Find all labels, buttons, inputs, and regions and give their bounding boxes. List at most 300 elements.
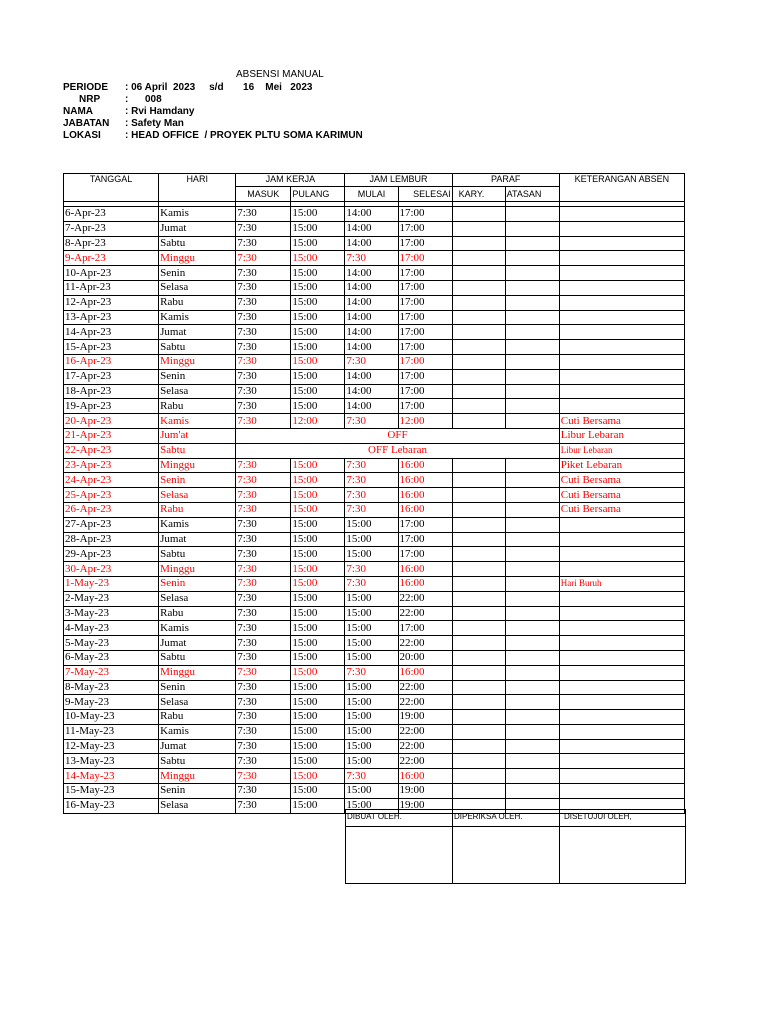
cell-mulai: 15:00 xyxy=(345,680,398,695)
cell-keterangan xyxy=(559,517,684,532)
cell-hari: Sabtu xyxy=(159,340,236,355)
cell-off: OFF Lebaran xyxy=(236,443,560,458)
cell-selesai: 16:00 xyxy=(398,458,452,473)
cell-keterangan xyxy=(559,310,684,325)
cell-hari: Senin xyxy=(159,369,236,384)
cell-pulang: 15:00 xyxy=(291,325,345,340)
cell-atasan xyxy=(505,680,559,695)
cell-kary xyxy=(452,784,505,799)
cell-keterangan xyxy=(559,532,684,547)
cell-mulai: 15:00 xyxy=(345,621,398,636)
cell-pulang: 15:00 xyxy=(291,769,345,784)
table-row xyxy=(64,295,685,310)
table-row xyxy=(64,754,685,769)
cell-selesai: 17:00 xyxy=(398,310,452,325)
cell-pulang: 15:00 xyxy=(291,369,345,384)
cell-kary xyxy=(452,251,505,266)
table-row xyxy=(64,680,685,695)
table-row xyxy=(64,310,685,325)
cell-masuk: 7:30 xyxy=(236,384,291,399)
diperiksa-signature-box xyxy=(453,827,560,884)
cell-keterangan: Cuti Bersama xyxy=(559,502,684,517)
table-row xyxy=(64,384,685,399)
cell-keterangan: Cuti Bersama xyxy=(559,488,684,503)
cell-hari: Selasa xyxy=(159,488,236,503)
cell-tanggal: 27-Apr-23 xyxy=(64,517,159,532)
cell-selesai: 17:00 xyxy=(398,207,452,222)
cell-selesai: 17:00 xyxy=(398,251,452,266)
cell-selesai: 17:00 xyxy=(398,369,452,384)
cell-atasan xyxy=(505,295,559,310)
cell-hari: Senin xyxy=(159,473,236,488)
cell-pulang: 15:00 xyxy=(291,695,345,710)
cell-mulai: 15:00 xyxy=(345,754,398,769)
cell-masuk: 7:30 xyxy=(236,414,291,429)
cell-kary xyxy=(452,310,505,325)
cell-keterangan xyxy=(559,695,684,710)
table-row xyxy=(64,739,685,754)
cell-kary xyxy=(452,710,505,725)
cell-kary xyxy=(452,488,505,503)
cell-hari: Rabu xyxy=(159,295,236,310)
cell-atasan xyxy=(505,488,559,503)
cell-mulai: 15:00 xyxy=(345,636,398,651)
cell-tanggal: 30-Apr-23 xyxy=(64,562,159,577)
cell-tanggal: 9-Apr-23 xyxy=(64,251,159,266)
cell-tanggal: 3-May-23 xyxy=(64,606,159,621)
cell-tanggal: 5-May-23 xyxy=(64,636,159,651)
cell-kary xyxy=(452,650,505,665)
cell-hari: Senin xyxy=(159,680,236,695)
cell-atasan xyxy=(505,636,559,651)
cell-tanggal: 15-Apr-23 xyxy=(64,340,159,355)
cell-pulang: 15:00 xyxy=(291,532,345,547)
table-row xyxy=(64,443,685,458)
cell-selesai: 19:00 xyxy=(398,798,452,813)
cell-mulai: 7:30 xyxy=(345,473,398,488)
cell-atasan xyxy=(505,502,559,517)
cell-pulang: 15:00 xyxy=(291,458,345,473)
col-pulang: PULANG xyxy=(291,187,345,202)
table-row xyxy=(64,221,685,236)
cell-atasan xyxy=(505,458,559,473)
cell-keterangan xyxy=(559,591,684,606)
nrp-label: NRP xyxy=(79,94,101,105)
cell-keterangan xyxy=(559,384,684,399)
cell-mulai: 14:00 xyxy=(345,207,398,222)
cell-masuk: 7:30 xyxy=(236,754,291,769)
nama-value: : Rvi Hamdany xyxy=(125,106,195,117)
cell-keterangan xyxy=(559,784,684,799)
cell-keterangan xyxy=(559,606,684,621)
cell-atasan xyxy=(505,710,559,725)
cell-hari: Rabu xyxy=(159,710,236,725)
cell-atasan xyxy=(505,754,559,769)
cell-atasan xyxy=(505,739,559,754)
cell-kary xyxy=(452,562,505,577)
cell-selesai: 17:00 xyxy=(398,399,452,414)
dibuat-oleh-label: DIBUAT OLEH. xyxy=(346,810,453,827)
cell-tanggal: 1-May-23 xyxy=(64,576,159,591)
cell-masuk: 7:30 xyxy=(236,798,291,813)
cell-masuk: 7:30 xyxy=(236,207,291,222)
cell-pulang: 15:00 xyxy=(291,399,345,414)
cell-kary xyxy=(452,354,505,369)
cell-masuk: 7:30 xyxy=(236,636,291,651)
periode-label: PERIODE xyxy=(63,82,109,93)
cell-masuk: 7:30 xyxy=(236,266,291,281)
col-jam-kerja: JAM KERJA xyxy=(236,174,345,187)
cell-masuk: 7:30 xyxy=(236,325,291,340)
table-row xyxy=(64,650,685,665)
cell-mulai: 7:30 xyxy=(345,665,398,680)
cell-selesai: 17:00 xyxy=(398,266,452,281)
cell-keterangan xyxy=(559,369,684,384)
cell-mulai: 7:30 xyxy=(345,576,398,591)
cell-keterangan: Piket Lebaran xyxy=(559,458,684,473)
cell-pulang: 15:00 xyxy=(291,473,345,488)
table-row xyxy=(64,695,685,710)
table-row xyxy=(64,576,685,591)
cell-keterangan: Hari Buruh xyxy=(559,576,684,591)
cell-mulai: 7:30 xyxy=(345,562,398,577)
cell-kary xyxy=(452,547,505,562)
table-row xyxy=(64,414,685,429)
cell-kary xyxy=(452,236,505,251)
jabatan-line xyxy=(63,118,184,130)
cell-kary xyxy=(452,502,505,517)
cell-hari: Kamis xyxy=(159,310,236,325)
cell-tanggal: 24-Apr-23 xyxy=(64,473,159,488)
table-row xyxy=(64,488,685,503)
cell-tanggal: 13-May-23 xyxy=(64,754,159,769)
cell-atasan xyxy=(505,354,559,369)
cell-tanggal: 8-Apr-23 xyxy=(64,236,159,251)
cell-atasan xyxy=(505,399,559,414)
col-paraf: PARAF xyxy=(452,174,559,187)
nama-label: NAMA xyxy=(63,106,93,117)
cell-masuk: 7:30 xyxy=(236,576,291,591)
cell-hari: Selasa xyxy=(159,591,236,606)
cell-atasan xyxy=(505,606,559,621)
cell-mulai: 14:00 xyxy=(345,221,398,236)
cell-selesai: 16:00 xyxy=(398,576,452,591)
cell-pulang: 15:00 xyxy=(291,221,345,236)
table-row xyxy=(64,428,685,443)
attendance-rows xyxy=(64,207,685,814)
cell-kary xyxy=(452,724,505,739)
cell-pulang: 15:00 xyxy=(291,710,345,725)
col-selesai: SELESAI xyxy=(398,187,452,202)
cell-tanggal: 6-May-23 xyxy=(64,650,159,665)
cell-keterangan xyxy=(559,636,684,651)
cell-keterangan xyxy=(559,295,684,310)
cell-selesai: 17:00 xyxy=(398,384,452,399)
cell-keterangan xyxy=(559,769,684,784)
cell-pulang: 15:00 xyxy=(291,310,345,325)
cell-kary xyxy=(452,221,505,236)
cell-selesai: 17:00 xyxy=(398,532,452,547)
cell-tanggal: 14-May-23 xyxy=(64,769,159,784)
table-row xyxy=(64,769,685,784)
cell-masuk: 7:30 xyxy=(236,784,291,799)
cell-mulai: 7:30 xyxy=(345,458,398,473)
cell-tanggal: 12-May-23 xyxy=(64,739,159,754)
cell-mulai: 7:30 xyxy=(345,251,398,266)
cell-kary xyxy=(452,695,505,710)
table-row xyxy=(64,399,685,414)
cell-kary xyxy=(452,576,505,591)
cell-mulai: 7:30 xyxy=(345,488,398,503)
cell-mulai: 14:00 xyxy=(345,384,398,399)
cell-pulang: 15:00 xyxy=(291,517,345,532)
cell-kary xyxy=(452,680,505,695)
cell-mulai: 14:00 xyxy=(345,325,398,340)
cell-mulai: 14:00 xyxy=(345,236,398,251)
cell-pulang: 15:00 xyxy=(291,798,345,813)
cell-mulai: 14:00 xyxy=(345,369,398,384)
cell-selesai: 16:00 xyxy=(398,769,452,784)
cell-atasan xyxy=(505,784,559,799)
cell-atasan xyxy=(505,340,559,355)
table-row xyxy=(64,591,685,606)
cell-hari: Jumat xyxy=(159,739,236,754)
cell-tanggal: 8-May-23 xyxy=(64,680,159,695)
cell-hari: Jumat xyxy=(159,325,236,340)
cell-tanggal: 4-May-23 xyxy=(64,621,159,636)
cell-hari: Jum'at xyxy=(159,428,236,443)
table-row xyxy=(64,665,685,680)
cell-hari: Minggu xyxy=(159,665,236,680)
cell-selesai: 16:00 xyxy=(398,488,452,503)
cell-selesai: 17:00 xyxy=(398,340,452,355)
cell-masuk: 7:30 xyxy=(236,473,291,488)
cell-keterangan xyxy=(559,739,684,754)
cell-selesai: 22:00 xyxy=(398,636,452,651)
cell-atasan xyxy=(505,369,559,384)
cell-atasan xyxy=(505,621,559,636)
document-title: ABSENSI MANUAL xyxy=(236,69,324,80)
lokasi-value: : HEAD OFFICE / PROYEK PLTU SOMA KARIMUN xyxy=(125,130,363,141)
cell-mulai: 15:00 xyxy=(345,798,398,813)
cell-hari: Sabtu xyxy=(159,650,236,665)
signature-table xyxy=(345,809,686,884)
cell-masuk: 7:30 xyxy=(236,562,291,577)
cell-hari: Selasa xyxy=(159,384,236,399)
cell-pulang: 15:00 xyxy=(291,295,345,310)
cell-atasan xyxy=(505,576,559,591)
cell-kary xyxy=(452,266,505,281)
cell-keterangan xyxy=(559,724,684,739)
cell-masuk: 7:30 xyxy=(236,458,291,473)
cell-tanggal: 20-Apr-23 xyxy=(64,414,159,429)
cell-pulang: 15:00 xyxy=(291,266,345,281)
cell-masuk: 7:30 xyxy=(236,739,291,754)
cell-tanggal: 12-Apr-23 xyxy=(64,295,159,310)
cell-hari: Selasa xyxy=(159,798,236,813)
cell-keterangan xyxy=(559,665,684,680)
cell-atasan xyxy=(505,325,559,340)
table-row xyxy=(64,562,685,577)
cell-keterangan xyxy=(559,650,684,665)
cell-masuk: 7:30 xyxy=(236,680,291,695)
cell-tanggal: 22-Apr-23 xyxy=(64,443,159,458)
diperiksa-oleh-label: DIPERIKSA OLEH. xyxy=(453,810,560,827)
cell-hari: Kamis xyxy=(159,414,236,429)
table-row xyxy=(64,532,685,547)
cell-masuk: 7:30 xyxy=(236,369,291,384)
col-masuk: MASUK xyxy=(236,187,291,202)
cell-pulang: 12:00 xyxy=(291,414,345,429)
cell-keterangan xyxy=(559,680,684,695)
cell-masuk: 7:30 xyxy=(236,354,291,369)
table-row xyxy=(64,621,685,636)
cell-pulang: 15:00 xyxy=(291,502,345,517)
cell-hari: Rabu xyxy=(159,399,236,414)
table-row xyxy=(64,340,685,355)
cell-mulai: 15:00 xyxy=(345,650,398,665)
cell-atasan xyxy=(505,562,559,577)
cell-atasan xyxy=(505,591,559,606)
table-row xyxy=(64,325,685,340)
cell-masuk: 7:30 xyxy=(236,665,291,680)
cell-selesai: 17:00 xyxy=(398,354,452,369)
table-row xyxy=(64,517,685,532)
cell-kary xyxy=(452,532,505,547)
cell-selesai: 17:00 xyxy=(398,517,452,532)
cell-pulang: 15:00 xyxy=(291,576,345,591)
cell-selesai: 17:00 xyxy=(398,621,452,636)
cell-keterangan xyxy=(559,340,684,355)
cell-kary xyxy=(452,636,505,651)
cell-keterangan xyxy=(559,547,684,562)
cell-keterangan xyxy=(559,207,684,222)
cell-selesai: 19:00 xyxy=(398,710,452,725)
cell-mulai: 15:00 xyxy=(345,784,398,799)
cell-masuk: 7:30 xyxy=(236,236,291,251)
cell-masuk: 7:30 xyxy=(236,488,291,503)
cell-pulang: 15:00 xyxy=(291,562,345,577)
table-row xyxy=(64,547,685,562)
cell-hari: Jumat xyxy=(159,636,236,651)
cell-selesai: 22:00 xyxy=(398,739,452,754)
cell-selesai: 22:00 xyxy=(398,591,452,606)
cell-pulang: 15:00 xyxy=(291,606,345,621)
disetujui-signature-box xyxy=(560,827,686,884)
table-row xyxy=(64,636,685,651)
cell-mulai: 15:00 xyxy=(345,606,398,621)
cell-atasan xyxy=(505,251,559,266)
cell-kary xyxy=(452,414,505,429)
cell-hari: Sabtu xyxy=(159,754,236,769)
cell-masuk: 7:30 xyxy=(236,606,291,621)
cell-atasan xyxy=(505,236,559,251)
cell-masuk: 7:30 xyxy=(236,221,291,236)
cell-tanggal: 17-Apr-23 xyxy=(64,369,159,384)
cell-kary xyxy=(452,473,505,488)
cell-tanggal: 15-May-23 xyxy=(64,784,159,799)
cell-hari: Senin xyxy=(159,266,236,281)
cell-mulai: 15:00 xyxy=(345,591,398,606)
cell-keterangan xyxy=(559,325,684,340)
cell-hari: Minggu xyxy=(159,251,236,266)
cell-kary xyxy=(452,591,505,606)
table-row xyxy=(64,251,685,266)
cell-hari: Sabtu xyxy=(159,443,236,458)
cell-atasan xyxy=(505,769,559,784)
table-row xyxy=(64,236,685,251)
cell-masuk: 7:30 xyxy=(236,399,291,414)
cell-hari: Sabtu xyxy=(159,547,236,562)
cell-kary xyxy=(452,207,505,222)
cell-masuk: 7:30 xyxy=(236,591,291,606)
col-hari: HARI xyxy=(159,174,236,202)
cell-keterangan xyxy=(559,280,684,295)
cell-tanggal: 10-Apr-23 xyxy=(64,266,159,281)
cell-selesai: 22:00 xyxy=(398,724,452,739)
cell-atasan xyxy=(505,221,559,236)
cell-atasan xyxy=(505,310,559,325)
cell-atasan xyxy=(505,665,559,680)
cell-pulang: 15:00 xyxy=(291,354,345,369)
periode-value: : 06 April 2023 s/d 16 Mei 2023 xyxy=(125,82,313,93)
disetujui-oleh-label: DISETUJUI OLEH, xyxy=(560,810,686,827)
cell-selesai: 12:00 xyxy=(398,414,452,429)
cell-selesai: 17:00 xyxy=(398,547,452,562)
cell-masuk: 7:30 xyxy=(236,650,291,665)
cell-tanggal: 18-Apr-23 xyxy=(64,384,159,399)
cell-selesai: 22:00 xyxy=(398,606,452,621)
cell-mulai: 14:00 xyxy=(345,280,398,295)
cell-selesai: 16:00 xyxy=(398,562,452,577)
cell-mulai: 15:00 xyxy=(345,547,398,562)
cell-mulai: 15:00 xyxy=(345,695,398,710)
col-kary: KARY. xyxy=(452,187,505,202)
cell-pulang: 15:00 xyxy=(291,739,345,754)
cell-kary xyxy=(452,399,505,414)
cell-selesai: 17:00 xyxy=(398,325,452,340)
col-tanggal: TANGGAL xyxy=(64,174,159,202)
table-row xyxy=(64,710,685,725)
cell-kary xyxy=(452,754,505,769)
cell-hari: Selasa xyxy=(159,280,236,295)
cell-kary xyxy=(452,517,505,532)
cell-tanggal: 7-Apr-23 xyxy=(64,221,159,236)
col-keterangan: KETERANGAN ABSEN xyxy=(559,174,684,202)
cell-kary xyxy=(452,665,505,680)
cell-kary xyxy=(452,458,505,473)
cell-tanggal: 14-Apr-23 xyxy=(64,325,159,340)
cell-atasan xyxy=(505,547,559,562)
cell-hari: Selasa xyxy=(159,695,236,710)
cell-masuk: 7:30 xyxy=(236,295,291,310)
col-jam-lembur: JAM LEMBUR xyxy=(345,174,452,187)
cell-keterangan xyxy=(559,562,684,577)
cell-kary xyxy=(452,384,505,399)
cell-keterangan: Cuti Bersama xyxy=(559,473,684,488)
cell-hari: Minggu xyxy=(159,458,236,473)
cell-selesai: 22:00 xyxy=(398,754,452,769)
cell-kary xyxy=(452,280,505,295)
cell-keterangan xyxy=(559,354,684,369)
cell-tanggal: 29-Apr-23 xyxy=(64,547,159,562)
cell-hari: Minggu xyxy=(159,769,236,784)
cell-mulai: 7:30 xyxy=(345,769,398,784)
cell-masuk: 7:30 xyxy=(236,517,291,532)
cell-masuk: 7:30 xyxy=(236,710,291,725)
cell-hari: Kamis xyxy=(159,207,236,222)
table-row xyxy=(64,502,685,517)
